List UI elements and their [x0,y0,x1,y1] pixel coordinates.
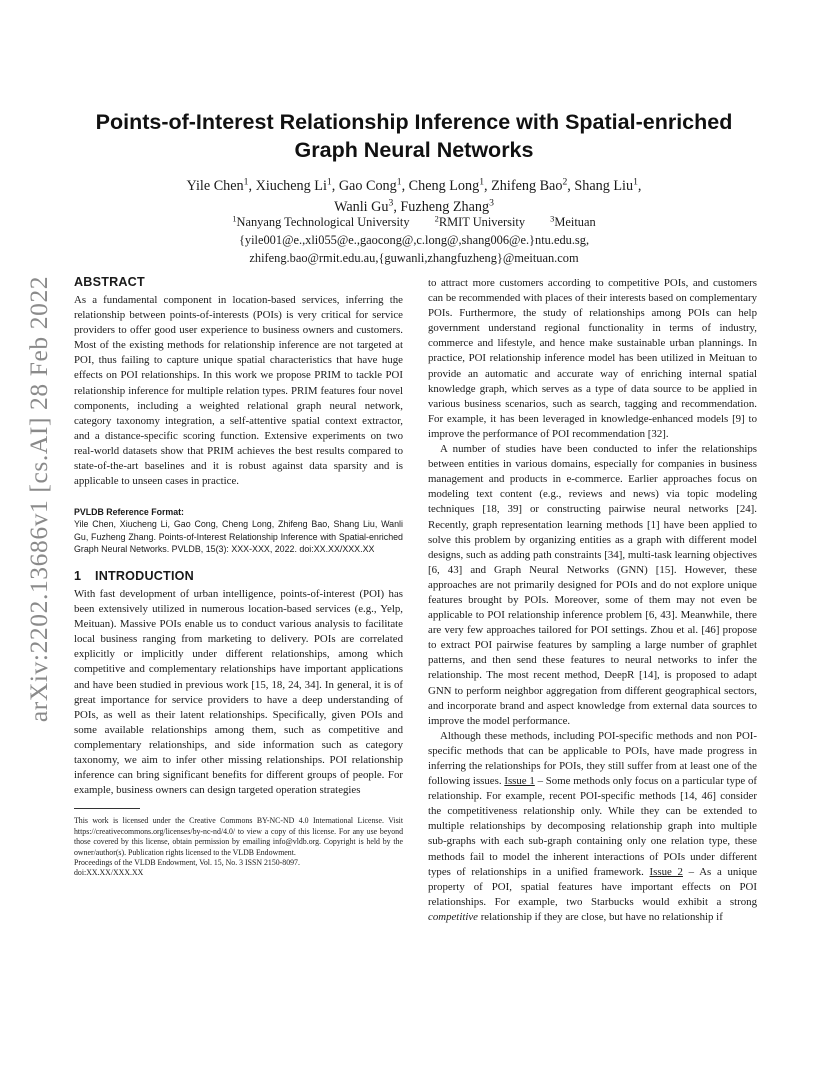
reference-format-text: Yile Chen, Xiucheng Li, Gao Cong, Cheng Long, Zhifeng Bao, Shang Liu, Wanli Gu, Fuzheng Zhang. Points-of-Interest Relationship Inference with Spatial-enriched Graph Neural Networks. PVLDB, 15(3): XXX-XXX, 2022. doi:XX.XX/XXX.XX [74,519,403,555]
paper-title [60,108,768,164]
author-affiliation-mark: 1 [479,176,485,188]
author-affiliation-mark: 1 [243,176,249,188]
left-column [74,274,403,879]
intro-paragraph-4 [428,729,757,925]
intro-paragraph-1: With fast development of urban intelligence, points-of-interest (POI) has been extensively utilized in numerous location-based services (e.g., Yelp, Meituan). Massive POIs enable us to conduct various analysis to facilitate local business ranging from marketing to delivery. POIs are correlated explicitly or implicitly under different relationships, among which competitive and complementary relationships have important applications and have been studied in previous work [15, 18, 24, 34]. In general, it is of great importance for service providers to have a deep understanding of POIs, as well as their latent relationships. Specifically, given POIs and some available relationships among them, such as competitive and complementary relationships, and side information such as category taxonomy, we aim to infer other missing relationships. POI relationship inference can bring significant benefits for different groups of people. For example, business owners can design targeted operation strategies [74,588,403,797]
section-heading-introduction [74,568,403,585]
affiliation-3 [550,215,596,229]
author-affiliation-mark: 3 [489,197,494,209]
affiliation-name: Meituan [554,215,596,229]
affiliation-mark: 2 [434,213,439,224]
footnote-rule [74,808,140,809]
author-name: Shang Liu [574,178,634,194]
author-line-1: Yile Chen$^1$, Xiucheng Li$^1$, Gao Cong$^1$, Cheng Long$^1$, Zhifeng Bao$^2$, Shang Liu$^1$, [186,176,642,194]
author-name: Fuzheng Zhang [400,199,490,215]
author-affiliation-mark: 3 [388,197,394,209]
issue-2-label: Issue 2 [649,865,683,878]
paper-title-line-2: Graph Neural Networks [294,138,534,162]
affiliation-mark: 1 [232,213,237,224]
affiliation-name: RMIT University [438,215,526,229]
section-number: 1 [74,569,82,583]
author-list [100,176,728,218]
author-name: Cheng Long [408,178,480,194]
issue-1-label: Issue 1 [504,775,535,788]
footnote-license: This work is licensed under the Creative Commons BY-NC-ND 4.0 International License. Visit https://creativecommons.org/licenses/by-nc-nd/4.0/ to view a copy of this license. For any use beyond those covered by this license, obtain permission by emailing info@vldb.org. Copyright is held by the owner/author(s). Publication rights licensed to the VLDB Endowment. [74,816,403,857]
author-name: Wanli Gu [334,199,389,215]
affiliations-block [100,213,728,267]
author-affiliation-mark: 1 [633,176,638,188]
paragraph-text: – As a unique property of POI, spatial features have important effects on POI relationships. For example, two Starbucks would exhibit a strong [428,865,758,908]
email-line-2: zhifeng.bao@rmit.edu.au,{guwanli,zhangfuzheng}@meituan.com [249,251,579,265]
affiliation-mark: 3 [550,213,555,224]
footnote-proceedings: Proceedings of the VLDB Endowment, Vol. 15, No. 3 ISSN 2150-8097. [74,857,300,867]
arxiv-identifier-text: arXiv:2202.13686v1 [cs.AI] 28 Feb 2022 [24,275,54,723]
intro-paragraph-3: A number of studies have been conducted to infer the relationships between entities in various domains, especially for companies in business management and products in e-commerce. Earlier approaches focus on modeling text content (e.g., reviews and news) via topic modeling techniques [18, 39] or constructing pairwise neural networks [24]. Recently, graph representation learning methods [1] have been applied to solve this problem by organizing entities as a graph with different model designs, such as adding path constraints [34], multi-task learning objectives [6, 43] and Graph Neural Networks (GNN) [15]. However, these approaches are not primarily designed for POIs and do not explore unique features brought by POIs. Moreover, some of them may not even be applicable to POI relationship inference problem [6, 43]. Meanwhile, there are very few approaches tailored for POI settings. Zhou et al. [46] propose to extract POI pairwise features by sampling a large number of graphlet patterns, and then send these features to neural networks to infer the relationship. The most recent method, DeepR [14], is proposed to adapt GNN to perform neighbor aggregation from different geographical sectors, and incorporate brand and aspect knowledge from external data sources to improve the model performance. [428,443,757,727]
section-title: INTRODUCTION [95,569,194,583]
email-line-1: {yile001@e.,xli055@e.,gaocong@,c.long@,shang006@e.}ntu.edu.sg, [238,233,590,247]
affiliation-line [100,213,728,231]
right-column [428,276,757,925]
abstract-heading: ABSTRACT [74,275,145,289]
author-name: Zhifeng Bao [491,178,563,194]
emphasized-word: competitive [428,910,478,923]
author-affiliation-mark: 2 [562,176,568,188]
intro-paragraph-2: to attract more customers according to competitive POIs, and customers can be recommended with places of their interests based on complementary POIs. Furthermore, the study of relationships among POIs can help government understand regional functionality in terms of industry, commerce and lifestyle, and hence make sustainable urban plannings. In practice, POI relationship inference model has been utilized in Meituan to provide an automatic and accurate way of enriching internal spatial knowledge graph, which serves as a type of data source to be applied in various business scenarios, such as search, tagging and recommendation. For example, it has been leveraged in knowledge-enhanced models [9] to improve the performance of POI recommendation [32]. [428,277,757,440]
arxiv-identifier-sidebar [14,275,64,723]
affiliation-2 [435,215,525,229]
author-affiliation-mark: 1 [396,176,402,188]
paragraph-text: Although these methods, including POI-specific methods and non POI-specific methods that can be applicable to POIs, have made progress in inferring the relationships for POIs, they still suffer from at least one of the following issues. [428,729,757,788]
paper-title-line-1: Points-of-Interest Relationship Inference with Spatial-enriched [95,110,733,134]
author-name: Xiucheng Li [255,178,327,194]
author-affiliation-mark: 1 [326,176,332,188]
affiliation-name: Nanyang Technological University [236,215,410,229]
abstract-text: As a fundamental component in location-based services, inferring the relationship between points-of-interests (POIs) is very critical for service providers to offer good user experience to business owners and customers. Most of the existing methods for relationship inference are not targeted at POI, thus failing to capture unique spatial characteristics that have huge effects on POI relationships. In this work we propose PRIM to tackle POI relationship inference for multiple relation types. PRIM features four novel components, including a weighted relational graph neural network, category taxonomy integration, a self-attentive spatial context extractor, and a distance-specific scoring function. Extensive experiments on two real-world datasets show that PRIM achieves the best results compared to state-of-the-art baselines and it is robust against data sparsity and is applicable to unseen cases in practice. [74,294,403,488]
footnote-doi: doi:XX.XX/XXX.XX [74,868,144,878]
author-line-2: Wanli Gu$^3$, Fuzheng Zhang$^3$ [334,197,494,215]
paragraph-text: relationship if they are close, but have no relationship if [477,910,723,923]
paragraph-text: – Some methods only focus on a particular type of relationship. For example, recent POI-specific methods [14, 46] consider the competitiveness relationship only. While they can be extended to multiple relationships by decomposing relationship graph into multiple sub-graphs with each sub-graph containing only one relation type, these methods fail to model the inherent interactions of POIs under different types of relationships in a unified framework. [428,775,757,878]
author-name: Gao Cong [338,178,397,194]
reference-format-heading: PVLDB Reference Format: [74,507,184,518]
author-name: Yile Chen [186,178,244,194]
affiliation-1 [232,215,409,229]
